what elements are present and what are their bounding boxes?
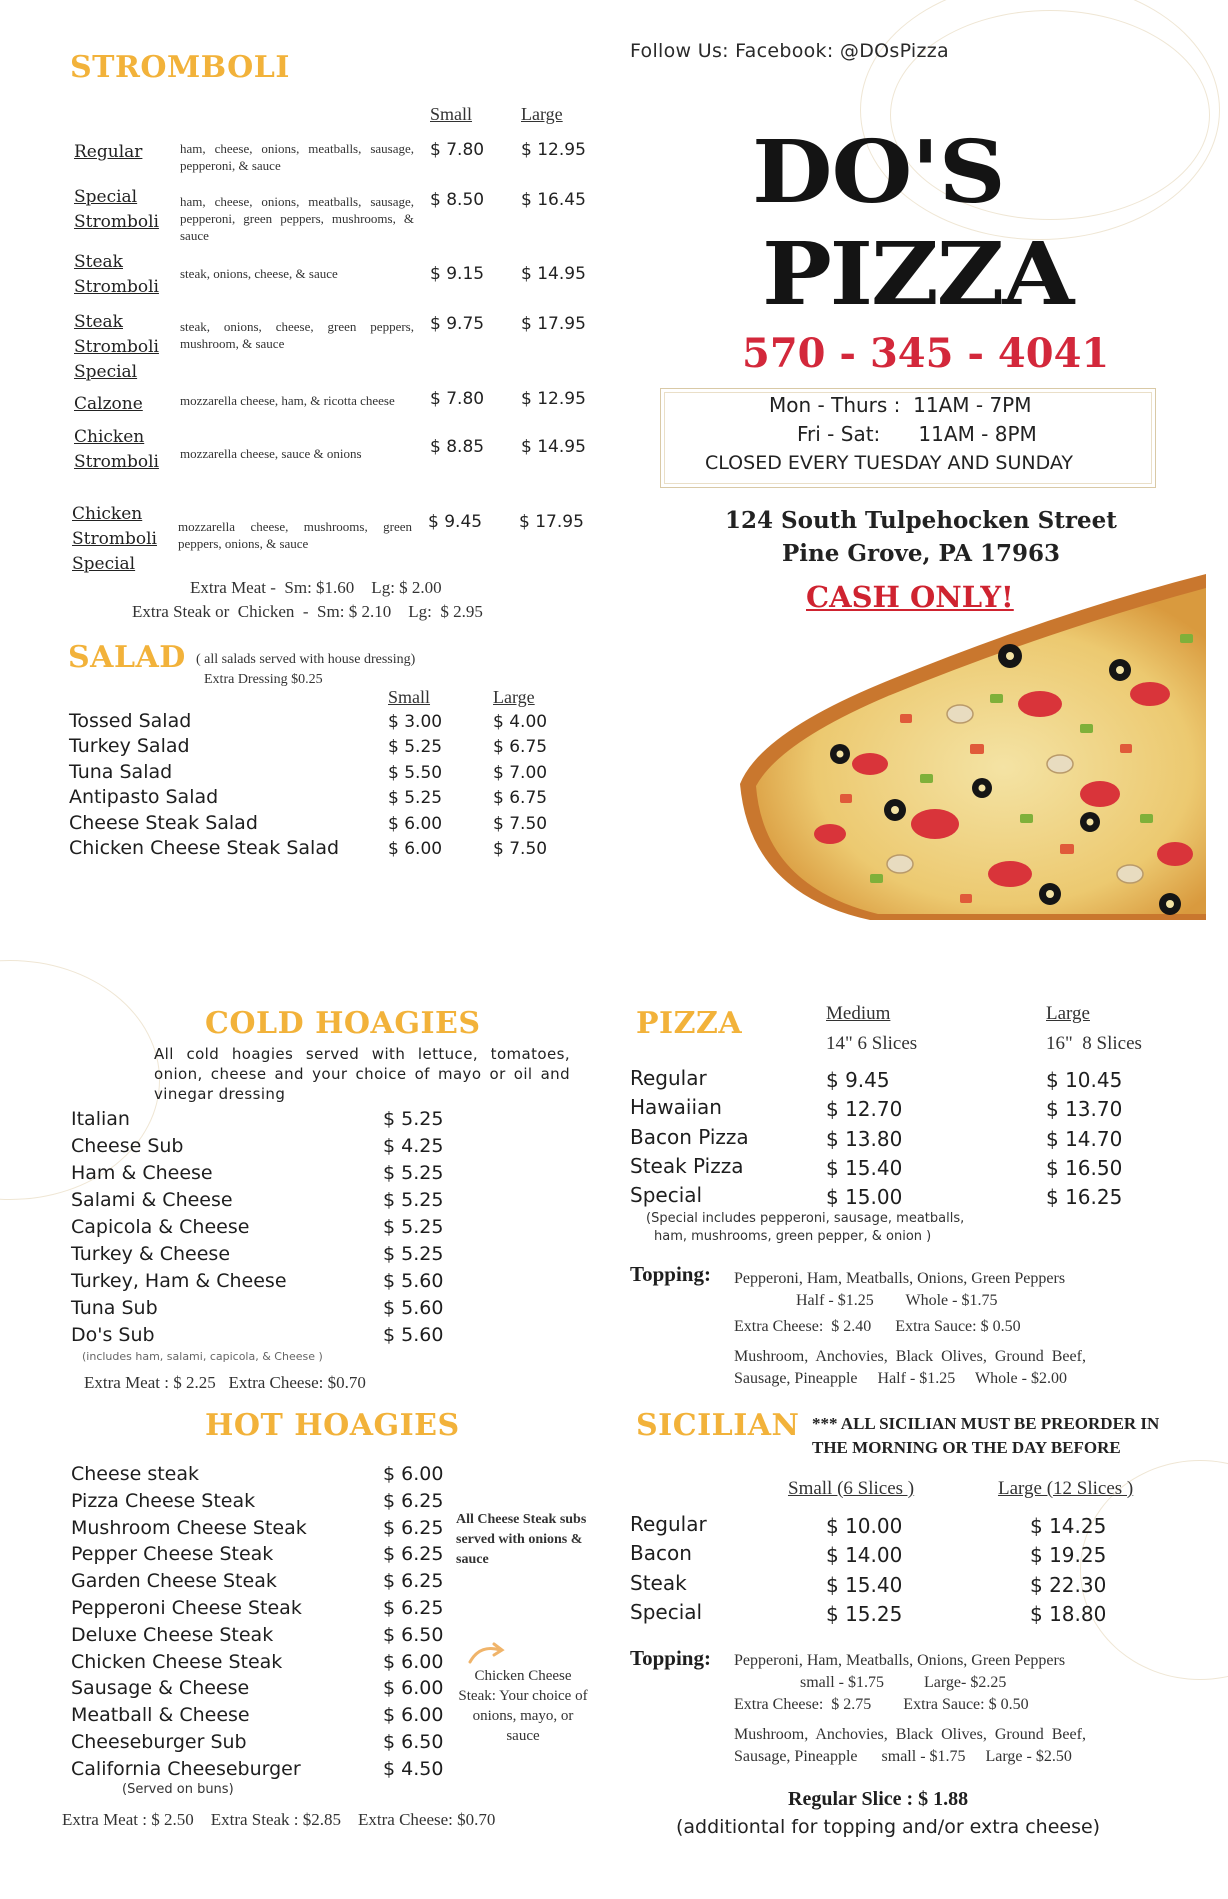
sicilian-topping-line4: Mushroom, Anchovies, Black Olives, Ground Beef, [734,1726,1086,1743]
pizza-item-large-price: $ 13.70 [1046,1097,1123,1122]
pizza-item-name: Steak Pizza [630,1153,744,1178]
sicilian-item-small-price: $ 15.40 [826,1572,903,1597]
stromboli-item-large-price: $ 17.95 [521,314,586,334]
hot-hoagies-extras: Extra Meat : $ 2.50 Extra Steak : $2.85 Extra Cheese: $0.70 [62,1810,496,1829]
salad-item-small-price: $ 6.00 [388,839,443,859]
pizza-item-large-price: $ 16.25 [1046,1185,1123,1210]
pizza-item-name: Regular [630,1066,707,1090]
hot-hoagies-heading: HOT HOAGIES [205,1408,460,1443]
all-cheese-steak-note: All Cheese Steak subs served with onions & sauce [456,1512,587,1567]
cold-hoagies-extras: Extra Meat : $ 2.25 Extra Cheese: $0.70 [84,1373,366,1392]
sicilian-item-small-price: $ 10.00 [826,1514,903,1538]
sicilian-item-name: Special [630,1599,703,1624]
sicilian-preorder-note-1: *** ALL SICILIAN MUST BE PREORDER IN [812,1414,1160,1433]
salad-dressing-note: ( all salads served with house dressing) [196,652,416,667]
cold-hoagie-price-price: $ 5.25 [383,1108,444,1130]
stromboli-item-desc: mozzarella cheese, mushrooms, green peppers, onions, & sauce [178,519,412,551]
salad-item-small-price: $ 5.25 [388,737,443,758]
stromboli-item-desc: ham, cheese, onions, meatballs, sausage, pepperoni, green peppers, mushrooms, & sauce [180,194,414,243]
cold-hoagie-price-price: $ 5.25 [383,1216,444,1238]
sicilian-item-large-price: $ 22.30 [1030,1572,1107,1597]
salad-extra-dressing: Extra Dressing $0.25 [204,672,323,687]
pizza-medium-size: 14" 6 Slices [826,1033,918,1054]
brand-line1: DO'S [752,122,1005,223]
hot-hoagie-name: Pepper Cheese Steak [71,1543,274,1566]
cold-hoagie-name: Ham & Cheese [71,1162,213,1184]
hot-hoagie-name: California Cheeseburger [71,1757,301,1780]
hot-hoagie-name: Deluxe Cheese Steak [71,1623,274,1646]
stromboli-item-name: Regular [74,142,143,162]
salad-item-name: Cheese Steak Salad [69,811,258,834]
pizza-item-name: Hawaiian [630,1095,722,1120]
stromboli-small-header: Small [430,104,473,124]
sicilian-item-small-price: $ 15.25 [826,1601,903,1626]
pizza-item-name: Special [630,1183,703,1208]
pizza-medium-header: Medium [826,1003,891,1024]
pizza-topping-line5: Sausage, Pineapple Half - $1.25 Whole - $2.00 [734,1370,1067,1387]
stromboli-item-large-price: $ 12.95 [521,140,586,160]
cold-hoagie-name: Capicola & Cheese [71,1216,250,1238]
salad-item-name: Chicken Cheese Steak Salad [69,837,340,859]
pizza-special-note-2: ham, mushrooms, green pepper, & onion ) [654,1229,932,1244]
hot-hoagie-price-price: $ 4.50 [383,1757,444,1780]
sicilian-heading: SICILIAN [636,1408,800,1443]
pizza-large-header: Large [1046,1003,1090,1024]
hot-hoagie-name: Meatball & Cheese [71,1704,250,1727]
salad-item-large-price: $ 7.50 [493,839,548,859]
cold-hoagies-heading: COLD HOAGIES [205,1006,481,1041]
pizza-item-large-price: $ 16.50 [1046,1155,1123,1180]
salad-item-large-price: $ 6.75 [493,788,548,809]
cold-hoagie-price-price: $ 5.60 [383,1324,444,1346]
cold-hoagie-price-price: $ 5.60 [383,1297,444,1319]
pizza-item-medium-price: $ 13.80 [826,1126,903,1151]
hot-hoagie-name: Cheeseburger Sub [71,1731,247,1753]
stromboli-item-large-price: $ 12.95 [521,389,586,409]
sicilian-item-large-price: $ 14.25 [1030,1514,1107,1538]
stromboli-large-header: Large [521,104,563,124]
stromboli-item-desc: ham, cheese, onions, meatballs, sausage, pepperoni, & sauce [180,141,414,173]
cold-hoagie-price-price: $ 5.60 [383,1270,444,1292]
pizza-topping-line1: Pepperoni, Ham, Meatballs, Onions, Green Peppers [734,1270,1066,1287]
pizza-topping-label: Topping: [630,1262,711,1286]
sicilian-item-small-price: $ 14.00 [826,1543,903,1568]
stromboli-extra-steak: Extra Steak or Chicken - Sm: $ 2.10 Lg: $ 2.95 [132,602,483,621]
salad-heading: SALAD [68,640,186,675]
cold-hoagie-name: Turkey & Cheese [71,1243,231,1265]
salad-item-large-price: $ 7.50 [493,813,548,834]
hot-hoagie-name: Mushroom Cheese Steak [71,1516,307,1539]
stromboli-item-desc: steak, onions, cheese, & sauce [180,266,338,281]
cold-hoagie-price-price: $ 4.25 [383,1135,444,1157]
sicilian-item-name: Bacon [630,1541,692,1566]
pizza-item-name: Bacon Pizza [630,1124,749,1149]
sicilian-topping-line5: Sausage, Pineapple small - $1.75 Large - $2.50 [734,1748,1072,1765]
hot-hoagie-name: Garden Cheese Steak [71,1570,277,1593]
pizza-large-size: 16" 8 Slices [1046,1033,1142,1054]
hot-hoagie-price-price: $ 6.50 [383,1623,444,1646]
pizza-topping-line3: Extra Cheese: $ 2.40 Extra Sauce: $ 0.50 [734,1318,1021,1335]
pizza-illustration [720,574,1206,920]
pizza-special-note-1: (Special includes pepperoni, sausage, meatballs, [646,1211,965,1226]
salad-large-header: Large [493,687,535,707]
stromboli-item-small-price: $ 9.75 [430,314,485,334]
cold-hoagie-price-price: $ 5.25 [383,1189,444,1211]
stromboli-item-name: Steak Stromboli [74,252,159,297]
regular-slice-note: (additiontal for topping and/or extra cheese) [676,1816,1101,1838]
hot-hoagie-name: Chicken Cheese Steak [71,1650,283,1673]
served-on-buns-note: (Served on buns) [122,1782,234,1797]
stromboli-item-small-price: $ 7.80 [430,140,485,160]
hours-box [660,388,1156,488]
salad-item-name: Turkey Salad [69,735,190,758]
salad-item-name: Tuna Salad [69,760,173,783]
stromboli-item-name: Calzone [74,394,143,414]
sicilian-small-header: Small (6 Slices ) [788,1478,915,1499]
stromboli-item-desc: steak, onions, cheese, green peppers, mushroom, & sauce [180,319,414,351]
salad-item-small-price: $ 5.25 [388,788,443,809]
cold-hoagie-name: Do's Sub [71,1324,155,1346]
salad-item-large-price: $ 7.00 [493,762,548,783]
stromboli-item-name: Special Stromboli [74,187,159,232]
stromboli-item-small-price: $ 8.50 [430,190,485,210]
cold-hoagie-price-price: $ 5.25 [383,1162,444,1184]
hot-hoagie-price-price: $ 6.00 [383,1650,444,1673]
cold-hoagie-name: Italian [71,1108,130,1130]
stromboli-item-large-price: $ 17.95 [519,512,584,532]
stromboli-item-small-price: $ 9.15 [430,264,485,284]
salad-item-large-price: $ 6.75 [493,737,548,758]
salad-item-name: Tossed Salad [69,710,192,732]
cold-hoagie-name: Turkey, Ham & Cheese [71,1270,287,1292]
salad-item-large-price: $ 4.00 [493,712,548,732]
social-follow: Follow Us: Facebook: @DOsPizza [630,40,949,62]
hot-hoagie-price-price: $ 6.25 [383,1597,444,1619]
salad-item-small-price: $ 3.00 [388,712,443,732]
hot-hoagie-price-price: $ 6.00 [383,1677,444,1700]
pizza-item-large-price: $ 14.70 [1046,1126,1123,1151]
brand-line2: PIZZA [762,224,1073,325]
hot-hoagie-price-price: $ 6.00 [383,1704,444,1727]
stromboli-item-small-price: $ 8.85 [430,437,485,457]
salad-item-small-price: $ 5.50 [388,762,443,783]
chicken-cheese-steak-note: Chicken Cheese Steak: Your choice of onions, mayo, or sauce [458,1668,588,1744]
hours-weekday: Mon - Thurs : 11AM - 7PM [769,393,1032,417]
pizza-item-large-price: $ 10.45 [1046,1068,1123,1092]
stromboli-item-desc: mozzarella cheese, ham, & ricotta cheese [180,393,395,408]
hot-hoagie-price-price: $ 6.25 [383,1489,444,1512]
stromboli-item-name: Chicken Stromboli Special [72,504,157,574]
cold-hoagies-description: All cold hoagies served with lettuce, tomatoes, onion, cheese and your choice of mayo or oil and vinegar dressing [154,1045,570,1103]
sicilian-item-name: Regular [630,1512,707,1536]
salad-item-small-price: $ 6.00 [388,813,443,834]
salad-small-header: Small [388,687,431,707]
hot-hoagie-name: Pizza Cheese Steak [71,1489,256,1512]
pizza-item-medium-price: $ 12.70 [826,1097,903,1122]
sicilian-topping-line1: Pepperoni, Ham, Meatballs, Onions, Green Peppers [734,1652,1066,1669]
hot-hoagie-price-price: $ 6.25 [383,1543,444,1566]
cold-hoagie-name: Salami & Cheese [71,1189,233,1211]
hot-hoagie-name: Sausage & Cheese [71,1677,250,1700]
pizza-heading: PIZZA [636,1006,743,1041]
address-street: 124 South Tulpehocken Street [725,507,1117,534]
regular-slice-price: Regular Slice : $ 1.88 [788,1788,969,1810]
dos-sub-note: (includes ham, salami, capicola, & Cheese ) [82,1350,323,1363]
address-city: Pine Grove, PA 17963 [782,540,1060,567]
sicilian-item-name: Steak [630,1570,687,1595]
hot-hoagie-price-price: $ 6.25 [383,1516,444,1539]
stromboli-item-large-price: $ 14.95 [521,264,586,284]
hours-weekend: Fri - Sat: 11AM - 8PM [797,422,1037,446]
phone-number: 570 - 345 - 4041 [742,330,1110,377]
pizza-item-medium-price: $ 15.40 [826,1155,903,1180]
stromboli-extra-meat: Extra Meat - Sm: $1.60 Lg: $ 2.00 [190,578,442,597]
stromboli-item-large-price: $ 16.45 [521,190,586,210]
sicilian-large-header: Large (12 Slices ) [998,1478,1134,1499]
sicilian-preorder-note-2: THE MORNING OR THE DAY BEFORE [812,1438,1121,1457]
cash-only: CASH ONLY! [806,580,1014,614]
curved-arrow-icon [466,1640,508,1666]
stromboli-item-desc: mozzarella cheese, sauce & onions [180,446,362,461]
hours-closed: CLOSED EVERY TUESDAY AND SUNDAY [705,452,1074,474]
stromboli-item-name: Chicken Stromboli [74,427,159,472]
sicilian-topping-line3: Extra Cheese: $ 2.75 Extra Sauce: $ 0.50 [734,1696,1029,1713]
stromboli-heading: STROMBOLI [70,50,290,85]
cold-hoagie-name: Cheese Sub [71,1135,184,1157]
pizza-item-medium-price: $ 15.00 [826,1185,903,1210]
cold-hoagie-price-price: $ 5.25 [383,1243,444,1265]
hot-hoagie-price-price: $ 6.50 [383,1731,444,1753]
sicilian-item-large-price: $ 19.25 [1030,1543,1107,1568]
salad-item-name: Antipasto Salad [69,786,219,809]
pizza-topping-line2: Half - $1.25 Whole - $1.75 [796,1292,998,1309]
sicilian-item-large-price: $ 18.80 [1030,1601,1107,1626]
hot-hoagie-price-price: $ 6.25 [383,1570,444,1593]
stromboli-item-small-price: $ 7.80 [430,389,485,409]
cold-hoagie-name: Tuna Sub [71,1297,158,1319]
hot-hoagie-name: Pepperoni Cheese Steak [71,1597,302,1619]
pizza-item-medium-price: $ 9.45 [826,1068,890,1092]
stromboli-item-name: Steak Stromboli Special [74,312,159,382]
sicilian-topping-line2: small - $1.75 Large- $2.25 [800,1674,1007,1691]
stromboli-item-large-price: $ 14.95 [521,437,586,457]
sicilian-topping-label: Topping: [630,1646,711,1670]
stromboli-item-small-price: $ 9.45 [428,512,483,532]
pizza-topping-line4: Mushroom, Anchovies, Black Olives, Ground Beef, [734,1348,1086,1365]
hot-hoagie-price-price: $ 6.00 [383,1463,444,1485]
hot-hoagie-name: Cheese steak [71,1463,199,1485]
